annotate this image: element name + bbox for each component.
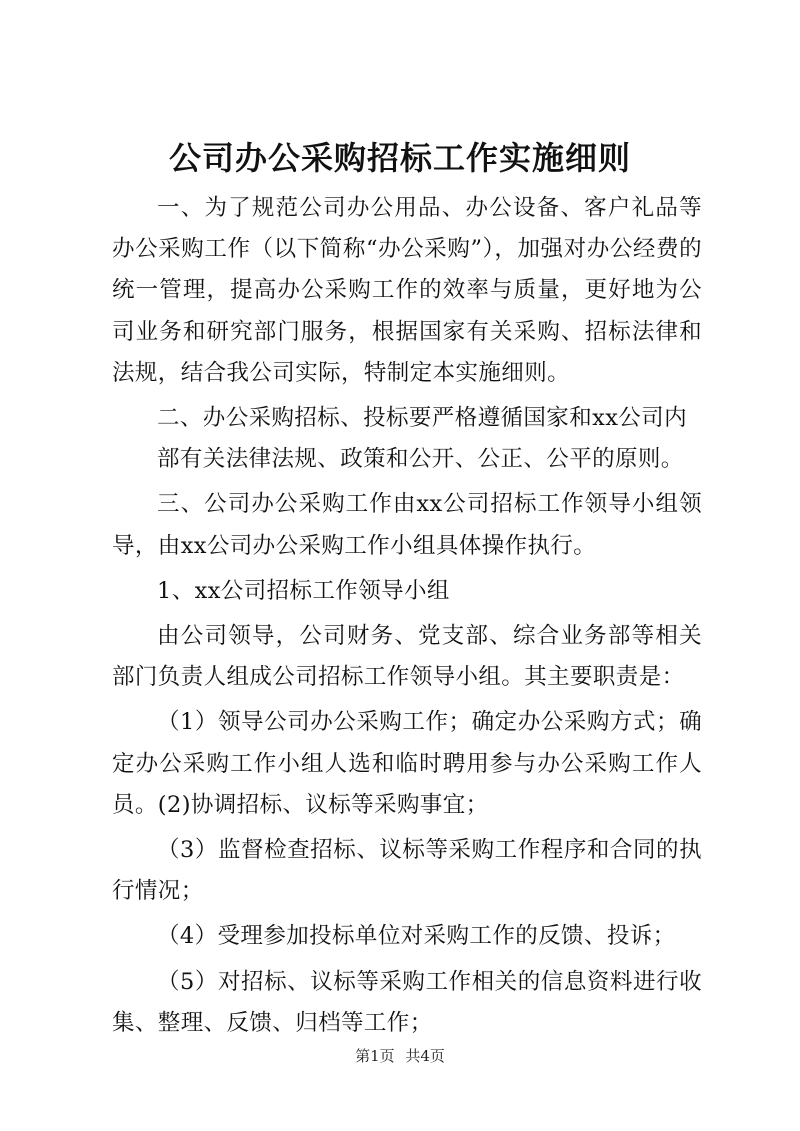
paragraph-purpose: 一、为了规范公司办公用品、办公设备、客户礼品等办公采购工作（以下简称“办公采购”），加强对办公经费的统一管理，提高办公采购工作的效率与质量，更好地为公司业务和研究部门服务，根据国家有关采购、招标法律和法规，结合我公司实际，特制定本实施细则。 — [112, 195, 702, 386]
section-heading-leadership-group: 1、xx公司招标工作领导小组 — [157, 577, 450, 604]
list-item-duty-1: （1）领导公司办公采购工作；确定办公采购方式；确定办公采购工作小组人选和临时聘用参与办公采购工作人员。(2)协调招标、议标等采购事宜； — [112, 709, 702, 818]
paragraph-principles: 二、办公采购招标、投标要严格遵循国家和xx公司内 — [157, 405, 687, 432]
page-footer — [0, 1046, 800, 1066]
list-item-duty-4: （4）受理参加投标单位对采购工作的反馈、投诉； — [157, 923, 676, 950]
paragraph-leadership-composition: 由公司领导，公司财务、党支部、综合业务部等相关部门负责人组成公司招标工作领导小组。其主要职责是： — [112, 623, 702, 691]
paragraph-principles-continued: 部有关法律法规、政策和公开、公正、公平的原则。 — [157, 446, 684, 473]
document-title: 公司办公采购招标工作实施细则 — [168, 139, 631, 177]
list-item-duty-5: （5）对招标、议标等采购工作相关的信息资料进行收集、整理、反馈、归档等工作； — [112, 968, 702, 1036]
page-number: 第1页 — [355, 1047, 395, 1065]
paragraph-organization: 三、公司办公采购工作由xx公司招标工作领导小组领导，由xx公司办公采购工作小组具体操作执行。 — [112, 491, 702, 559]
document-body — [112, 188, 702, 1044]
list-item-duty-3: （3）监督检查招标、议标等采购工作程序和合同的执行情况； — [112, 837, 702, 905]
page-total: 共4页 — [405, 1047, 445, 1065]
